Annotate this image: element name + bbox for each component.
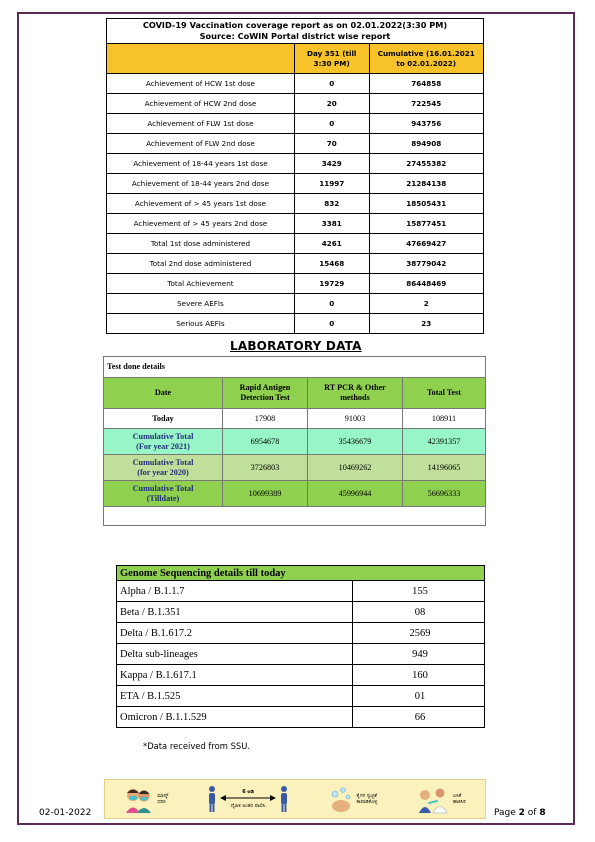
table-row: Alpha / B.1.1.7 155 (117, 581, 485, 602)
vaccination-title-row (107, 19, 484, 44)
table-row: Achievement of HCW 2nd dose 20 722545 (107, 94, 484, 114)
footer-date: 02-01-2022 (39, 808, 92, 818)
genome-header-row (117, 566, 485, 581)
genome-title: Genome Sequencing details till today (117, 566, 485, 581)
lab-col-date: Date (104, 378, 223, 409)
lab-empty-row (104, 507, 486, 526)
vaccination-table (106, 18, 484, 334)
table-row: Cumulative Total (for year 2020) 3726803 10469262 14196065 (104, 455, 486, 481)
lab-heading: LABORATORY DATA (230, 339, 362, 353)
table-row: Total Achievement 19729 86448469 (107, 274, 484, 294)
table-row: Achievement of 18-44 years 2nd dose 11997 21284138 (107, 174, 484, 194)
table-row: Delta sub-lineages 949 (117, 644, 485, 665)
table-row: Omicron / B.1.1.529 66 (117, 707, 485, 728)
table-row: ETA / B.1.525 01 (117, 686, 485, 707)
lab-header-row (104, 378, 486, 409)
table-row: Achievement of FLW 2nd dose 70 894908 (107, 134, 484, 154)
vaccination-title: COVID-19 Vaccination coverage report as on 02.01.2022(3:30 PM) (142, 20, 448, 30)
person-icon (207, 785, 217, 813)
table-row: Achievement of HCW 1st dose 0 764858 (107, 74, 484, 94)
table-row: Delta / B.1.617.2 2569 (117, 623, 485, 644)
table-row: Today 17908 91003 108911 (104, 409, 486, 429)
lab-col-total: Total Test (403, 378, 486, 409)
table-row: Achievement of 18-44 years 1st dose 3429 27455382 (107, 154, 484, 174)
mask-people-icon (124, 784, 154, 814)
table-row: Cumulative Total (Tilldate) 10699389 45996944 56696333 (104, 481, 486, 507)
vaccination-icon (416, 784, 450, 814)
lab-caption-row (104, 357, 486, 378)
table-row: Cumulative Total (For year 2021) 6954678 35436679 42391357 (104, 429, 486, 455)
table-row: Kappa / B.1.617.1 160 (117, 665, 485, 686)
person-icon (279, 785, 289, 813)
awareness-banner (104, 779, 486, 819)
table-row: Beta / B.1.351 08 (117, 602, 485, 623)
page-number: Page 2 of 8 (494, 808, 546, 818)
banner-distance-segment: 6 ಅಡಿ ದೈಹಿಕ ಅಂತರ ಪಾಲಿಸಿ (207, 785, 289, 813)
banner-vaccine-segment: ಲಸಿಕೆ ಹಾಕಿಸಿರಿ (416, 784, 466, 814)
vaccination-header-cumulative: Cumulative (16.01.2021 to 02.01.2022) (369, 44, 484, 74)
vaccination-header-row (107, 44, 484, 74)
lab-col-rapid: Rapid Antigen Detection Test (223, 378, 308, 409)
table-row: Serious AEFIs 0 23 (107, 314, 484, 334)
vaccination-header-blank (107, 44, 295, 74)
lab-col-rtpcr: RT PCR & Other methods (308, 378, 403, 409)
vaccination-header-day: Day 351 (till 3:30 PM) (294, 44, 369, 74)
table-row: Severe AEFIs 0 2 (107, 294, 484, 314)
banner-handwash-segment: ಕೈಗಳ ಸ್ವಚ್ಛತೆ ಕಾಪಾಡಿಕೊಳ್ಳಿ (328, 784, 378, 814)
lab-caption: Test done details (104, 357, 486, 378)
vaccination-source: Source: CoWIN Portal district wise report (199, 31, 391, 41)
genome-table (116, 565, 485, 728)
table-row: Total 2nd dose administered 15468 38779042 (107, 254, 484, 274)
table-row: Total 1st dose administered 4261 47669427 (107, 234, 484, 254)
double-arrow-icon (220, 795, 276, 801)
banner-mask-segment: ಮಾಸ್ಕ್ ಧರಿಸಿ (124, 784, 168, 814)
data-source-note: *Data received from SSU. (143, 741, 251, 751)
table-row: Achievement of > 45 years 1st dose 832 18505431 (107, 194, 484, 214)
lab-table (103, 356, 486, 526)
table-row: Achievement of > 45 years 2nd dose 3381 15877451 (107, 214, 484, 234)
handwash-icon (328, 784, 354, 814)
table-row: Achievement of FLW 1st dose 0 943756 (107, 114, 484, 134)
